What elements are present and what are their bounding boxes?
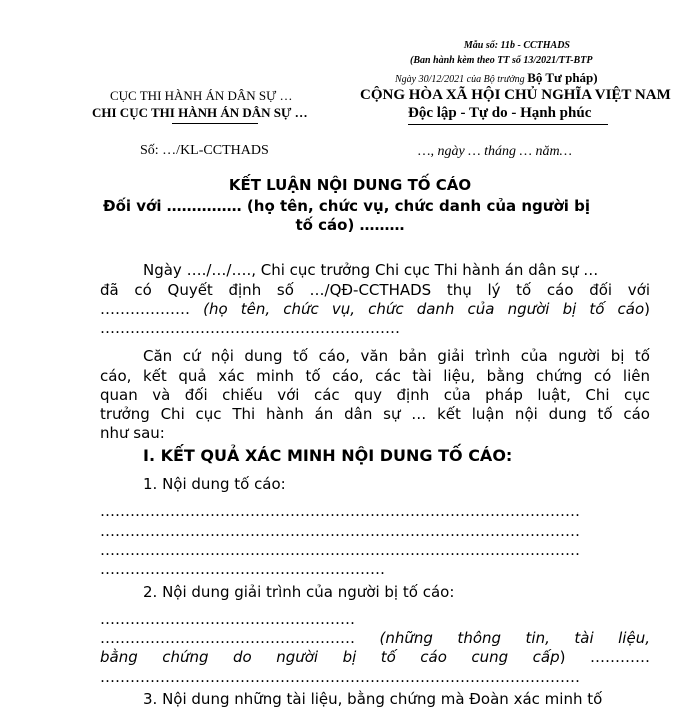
para2-line1: Căn cứ nội dung tố cáo, văn bản giải trình của người bị tố <box>143 347 650 365</box>
dotted-line-4: ………………………………………………… <box>100 560 385 578</box>
item-1-heading: 1. Nội dung tố cáo: <box>143 475 286 493</box>
section-heading-1: I. KẾT QUẢ XÁC MINH NỘI DUNG TỐ CÁO: <box>143 446 513 465</box>
item-2-heading: 2. Nội dung giải trình của người bị tố cáo: <box>143 583 455 601</box>
para1-line1: Ngày …./…/…., Chi cục trưởng Chi cục Thi hành án dân sự … <box>143 261 599 279</box>
place-date: …, ngày … tháng … năm… <box>418 144 573 159</box>
para3-close: ) ………… <box>559 648 650 666</box>
dotted-line-6: …………………………………………………………………………………… <box>100 668 580 686</box>
motto-underline <box>408 124 608 125</box>
issuing-agency: CHI CỤC THI HÀNH ÁN DÂN SỰ … <box>92 105 308 120</box>
national-motto: Độc lập - Tự do - Hạnh phúc <box>408 105 592 121</box>
agency-underline <box>172 123 258 124</box>
form-date-prefix: Ngày 30/12/2021 của Bộ trưởng <box>395 74 528 85</box>
document-subtitle-line-1: Đối với …………… (họ tên, chức vụ, chức danh của người bị <box>103 197 591 215</box>
para1-line4: …………………………………………………… <box>100 319 400 337</box>
para2-line2: cáo, kết quả xác minh tố cáo, các tài liệu, bằng chứng có liên <box>100 367 650 385</box>
dotted-line-5: …………………………………………… <box>100 610 355 628</box>
dotted-line-2: …………………………………………………………………………………… <box>100 522 580 540</box>
ministry-name: Bộ Tư pháp) <box>527 70 598 85</box>
form-issuance-note: (Ban hành kèm theo TT số 13/2021/TT-BTP <box>410 55 593 66</box>
para2-line4: trưởng Chi cục Thi hành án dân sự … kết luận nội dung tố cáo <box>100 405 650 423</box>
para3-placeholder-a: (những thông tin, tài liệu, <box>379 629 650 647</box>
item-3-heading: 3. Nội dung những tài liệu, bằng chứng mà Đoàn xác minh tố <box>143 690 603 708</box>
para1-placeholder: (họ tên, chức vụ, chức danh của người bị tố cáo <box>203 300 645 318</box>
dotted-line-3: …………………………………………………………………………………… <box>100 541 580 559</box>
parent-agency: CỤC THI HÀNH ÁN DÂN SỰ … <box>110 88 293 103</box>
para2-line5: như sau: <box>100 424 165 442</box>
para3-placeholder-b: bằng chứng do người bị tố cáo cung cấp <box>100 648 560 666</box>
para3-line1 <box>100 629 650 647</box>
para1-close: ) <box>644 300 650 318</box>
document-number: Số: …/KL-CCTHADS <box>140 143 269 158</box>
national-title: CỘNG HÒA XÃ HỘI CHỦ NGHĨA VIỆT NAM <box>360 87 671 103</box>
para3-line2 <box>100 648 650 666</box>
document-subtitle-line-2: tố cáo) ……… <box>295 216 405 234</box>
form-issuance-date <box>395 70 598 86</box>
form-code: Mẫu số: 11b - CCTHADS <box>463 40 570 51</box>
para1-line2: đã có Quyết định số …/QĐ-CCTHADS thụ lý tố cáo đối với <box>100 281 650 299</box>
para3-dots: …………………………………………… <box>100 629 380 647</box>
para1-dots: ……………… <box>100 300 204 318</box>
dotted-line-1: …………………………………………………………………………………… <box>100 502 580 520</box>
para1-line3 <box>100 300 650 318</box>
para2-line3: quan và đối chiếu với các quy định của pháp luật, Chi cục <box>100 386 650 404</box>
document-title: KẾT LUẬN NỘI DUNG TỐ CÁO <box>228 176 472 194</box>
